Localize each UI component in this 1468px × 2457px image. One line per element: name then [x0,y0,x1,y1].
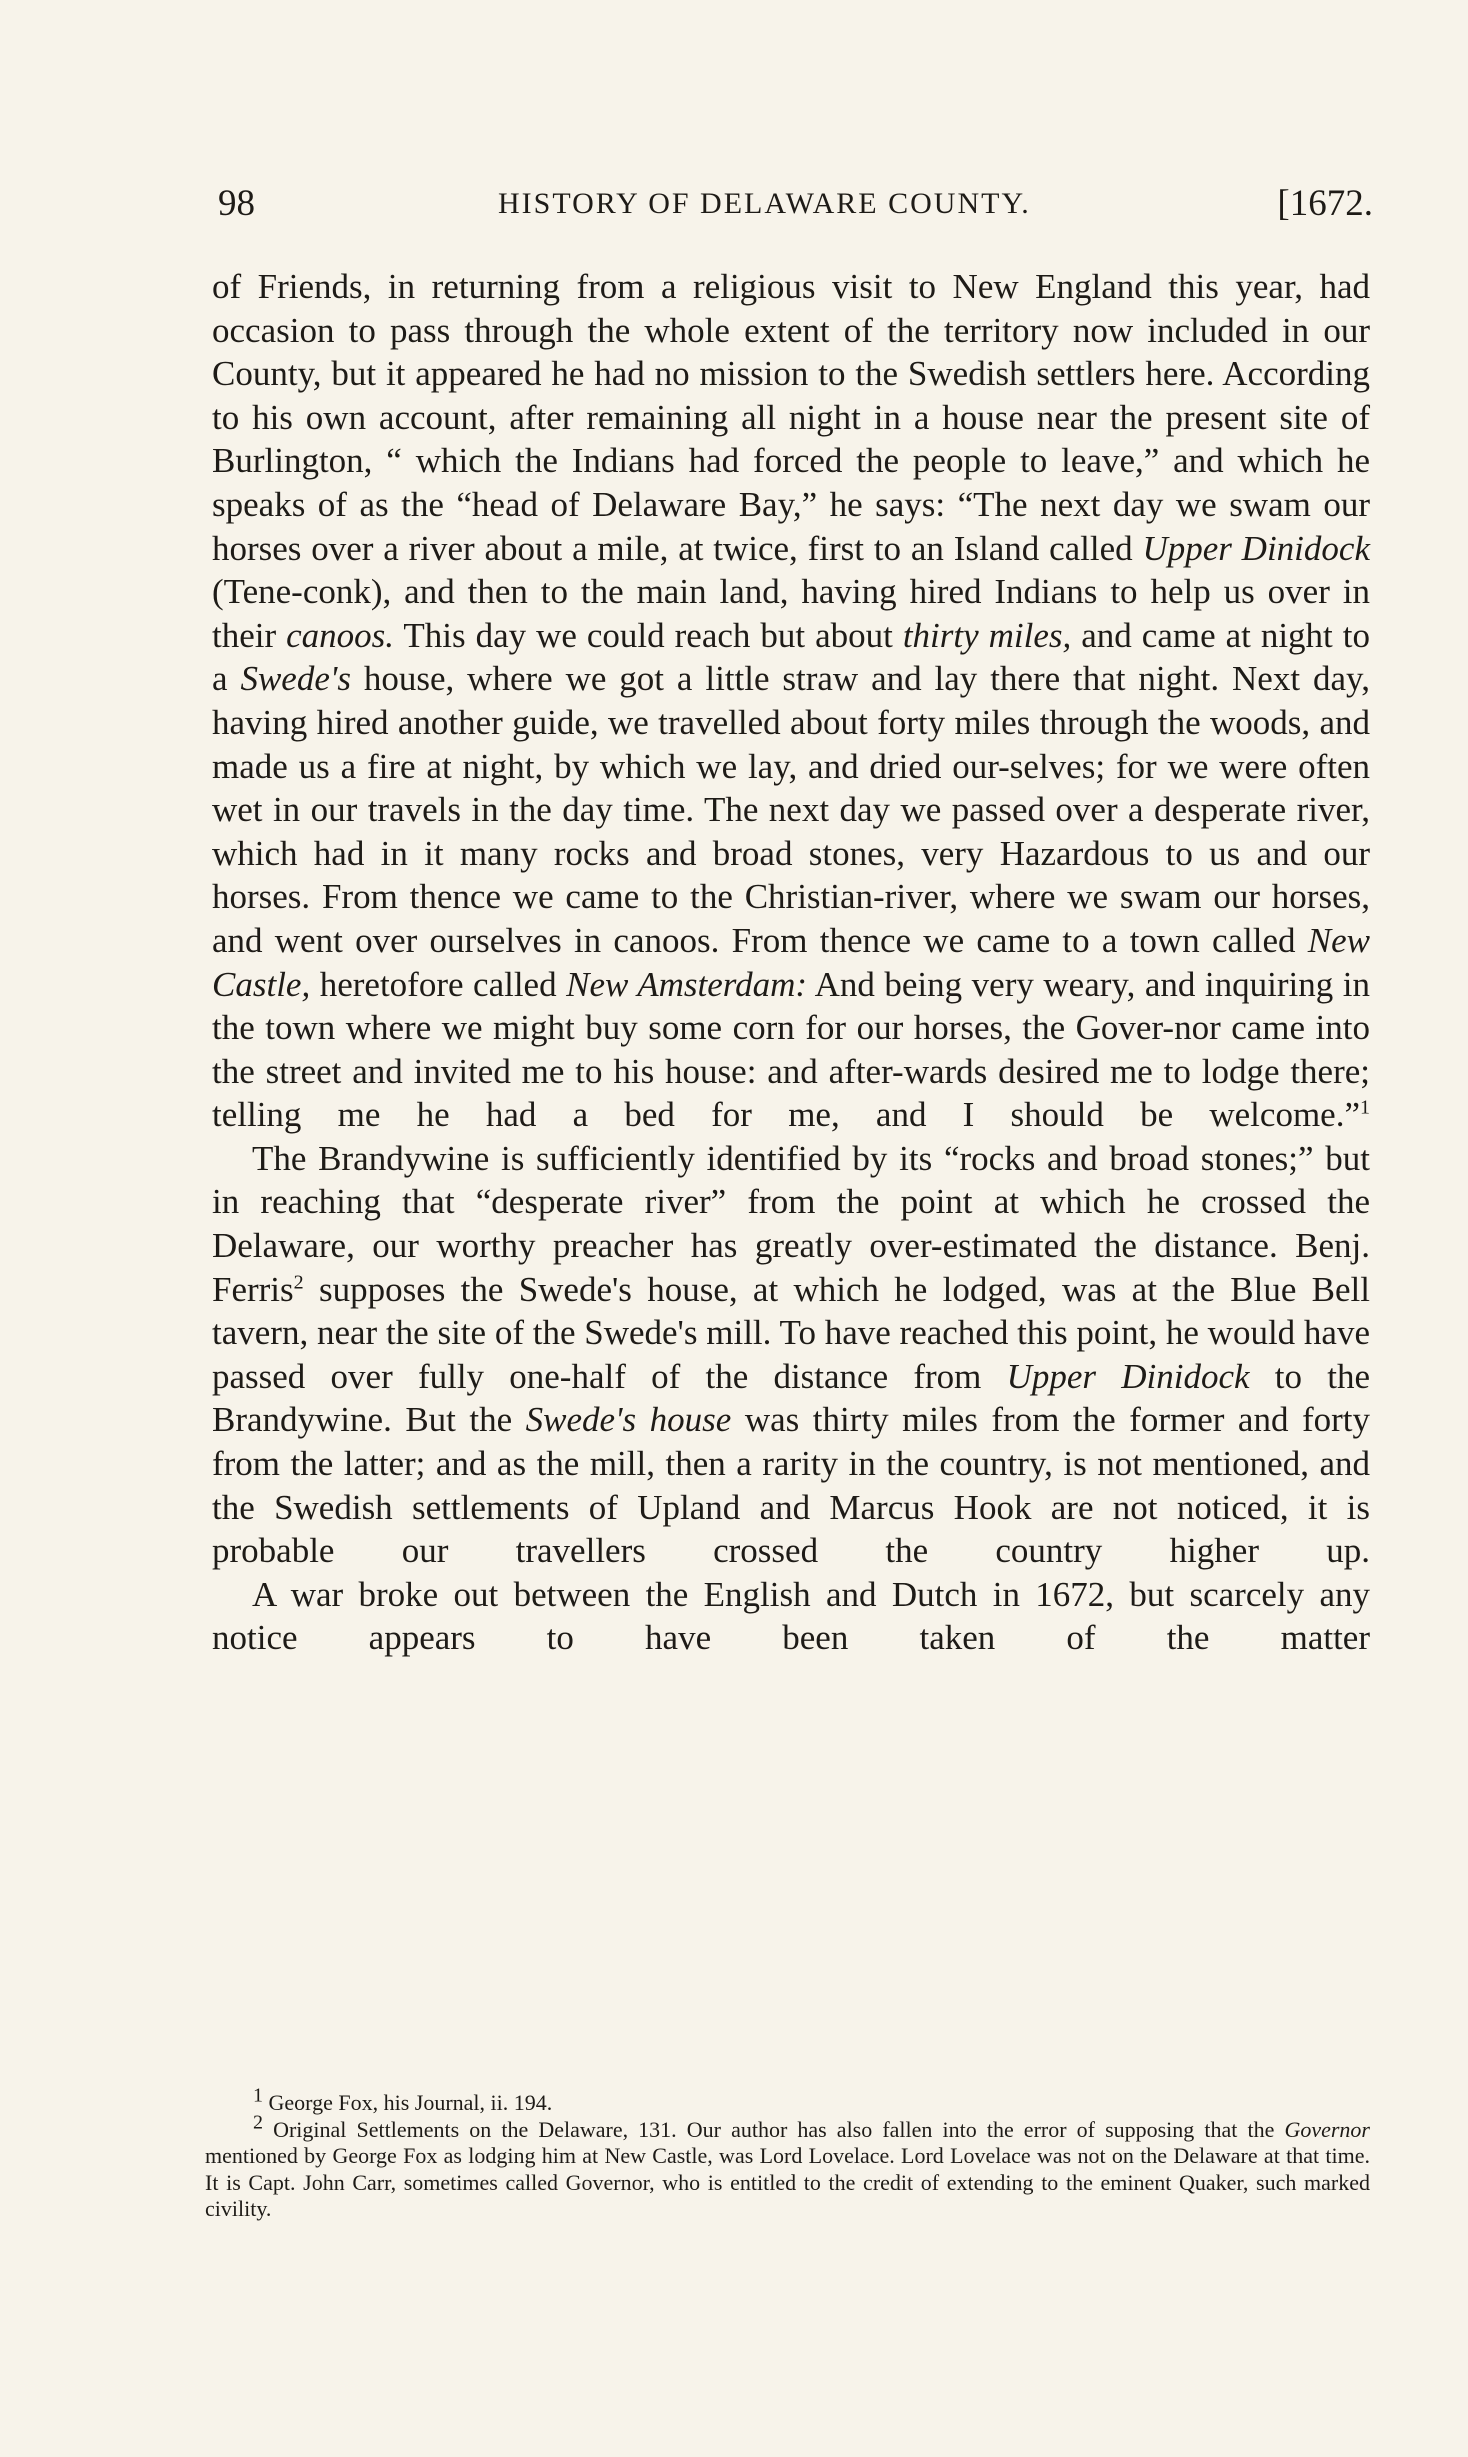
footnote-ref-2: 2 [293,1271,304,1293]
text-run: of Friends, in returning from a religious visit to New England this year, had occasion to pass through the whole extent of the territory now included in our County, but it appeared he had no mission to the Swedish settlers here. According to his own account, after remaining all night in a house near the present site of Burlington, “ which the Indians had forced the people to leave,” and which he speaks of as the “head of Delaware Bay,” he says: “The next day we swam our horses over a river about a mile, at twice, first to an Island called [212,267,1370,568]
italic-run: Governor [1284,2116,1370,2142]
footnote-text: George Fox, his Journal, ii. 194. [263,2090,553,2115]
footnote-text: mentioned by George Fox as lodging him at New Castle, was Lord Lovelace. Lord Lovelace was not on the Delaware at that time. It is Capt. John Carr, sometimes called Governor, who is entitled to the credit of extending to the eminent Quaker, such marked civility. [205,2143,1370,2221]
text-run: The Brandywine is sufficiently identified by its “rocks and broad stones;” but in reaching that “desperate river” from the point at which he crossed the Delaware, our worthy preacher has greatly over-estimated the distance. Benj. Ferris [212,1138,1370,1309]
italic-run: Swede's [240,659,351,699]
italic-run: Swede's house [525,1400,732,1440]
running-title: HISTORY OF DELAWARE COUNTY. [498,187,1031,220]
header-year: [1672. [1277,183,1373,224]
main-text [212,265,1370,1660]
italic-run: canoos. [286,615,395,655]
text-run: heretofore called [310,964,567,1004]
text-run: And being very weary, and inquiring in the town where we might buy some corn for our horses, the Gover-nor came into the street and invited me to his house: and after-wards desired me to lodge there; telling me he had a bed for me, and I should be welcome.” [212,964,1370,1135]
text-run: house, where we got a little straw and lay there that night. Next day, having hired another guide, we travelled about forty miles through the woods, and made us a fire at night, by which we lay, and dried our-selves; for we were often wet in our travels in the day time. The next day we passed over a desperate river, which had in it many rocks and broad stones, very Hazardous to us and our horses. From thence we came to the Christian-river, where we swam our horses, and went over ourselves in canoos. From thence we came to a town called [212,659,1370,960]
text-run: was thirty miles from the former and forty from the latter; and as the mill, then a rarity in the country, is not mentioned, and the Swedish settlements of Upland and Marcus Hook are not noticed, it is probable our travellers crossed the country higher up. [212,1400,1370,1571]
footnote-ref-1: 1 [1360,1096,1370,1119]
italic-run: Upper Dinidock [1142,528,1370,568]
text-run: and came at night to a [212,615,1370,699]
footnote-2 [205,2111,1370,2223]
italic-run: thirty miles, [902,615,1072,655]
text-run: (Tene-conk), and then to the main land, having hired Indians to help us over in their [212,572,1370,655]
italic-run: New Amsterdam: [566,964,808,1004]
footnote-mark: 1 [253,2084,263,2107]
text-run: A war broke out between the English and Dutch in 1672, but scarcely any notice appears to have been taken of the matter [212,1574,1370,1658]
footnote-1 [205,2084,1370,2117]
paragraph-3 [212,1573,1370,1660]
running-header [218,182,1373,232]
paragraph-2 [212,1137,1370,1573]
footnote-mark: 2 [253,2111,263,2134]
footnotes [205,2084,1370,2223]
text-run: supposes the Swede's house, at which he lodged, was at the Blue Bell tavern, near the site of the Swede's mill. To have reached this point, he would have passed over fully one-half of the distance from [212,1269,1370,1396]
text-run: to the Brandywine. But the [212,1356,1370,1440]
italic-run: New Castle, [212,920,1370,1004]
paragraph-1 [212,265,1370,1137]
italic-run: Upper Dinidock [1006,1356,1250,1396]
page-number: 98 [218,183,255,224]
footnote-text: Original Settlements on the Delaware, 131. Our author has also fallen into the error of supposing that the [263,2116,1285,2142]
text-run: This day we could reach but about [394,615,903,655]
